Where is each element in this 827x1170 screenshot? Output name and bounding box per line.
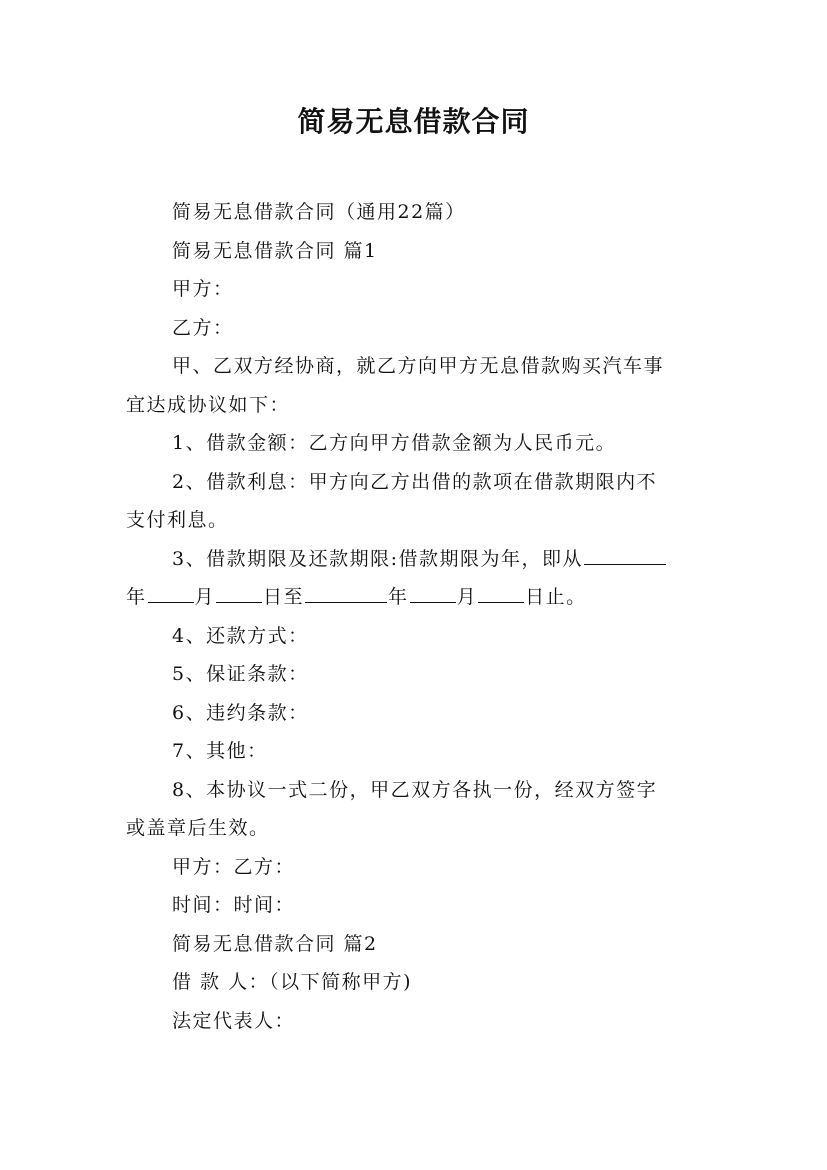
part1-heading: 简易无息借款合同 篇1 bbox=[172, 239, 378, 262]
item-2-line-2: 支付利息。 bbox=[126, 509, 229, 531]
subtitle: 简易无息借款合同（通用22篇） bbox=[172, 201, 466, 223]
blank-start-day bbox=[216, 578, 262, 603]
borrower-label: 借 款 人：（以下简称甲方) bbox=[172, 971, 412, 993]
item-8 bbox=[126, 771, 706, 848]
item-6: 6、违约条款： bbox=[172, 701, 309, 724]
signature-time: 时间：时间： bbox=[172, 894, 296, 916]
item-7: 7、其他： bbox=[172, 740, 268, 762]
blank-end-year bbox=[305, 578, 387, 603]
month-label-2: 月 bbox=[456, 586, 478, 608]
item-1: 1、借款金额：乙方向甲方借款金额为人民币元。 bbox=[172, 432, 617, 454]
year-label-2: 年 bbox=[388, 586, 409, 608]
year-label-1: 年 bbox=[126, 586, 147, 608]
day-to-label: 日至 bbox=[263, 586, 305, 608]
item-3-line-1 bbox=[126, 540, 706, 579]
blank-end-day bbox=[478, 578, 524, 603]
party-b-label: 乙方： bbox=[172, 316, 234, 339]
intro-line-2: 宜达成协议如下： bbox=[126, 393, 291, 416]
blank-end-month bbox=[410, 578, 456, 603]
legal-representative-label: 法定代表人： bbox=[172, 1009, 296, 1032]
party-a-label: 甲方： bbox=[172, 278, 234, 300]
item-8-line-2: 或盖章后生效。 bbox=[126, 817, 270, 839]
item-3-line-2 bbox=[80, 578, 706, 617]
blank-start-month bbox=[148, 578, 194, 603]
item-8-line-1: 8、本协议一式二份，甲乙双方各执一份，经双方签字 bbox=[172, 778, 658, 801]
part2-heading: 简易无息借款合同 篇2 bbox=[172, 932, 378, 955]
document-body bbox=[126, 193, 706, 1040]
item-3-prefix: 3、借款期限及还款期限:借款期限为年，即从 bbox=[172, 547, 583, 570]
document-title: 简易无息借款合同 bbox=[297, 105, 530, 138]
item-2-line-1: 2、借款利息：甲方向乙方出借的款项在借款期限内不 bbox=[172, 470, 658, 493]
item-4: 4、还款方式： bbox=[172, 624, 309, 647]
intro-paragraph bbox=[126, 347, 706, 424]
blank-start-year bbox=[584, 540, 666, 565]
item-2 bbox=[126, 463, 706, 540]
intro-line-1: 甲、乙双方经协商，就乙方向甲方无息借款购买汽车事 bbox=[172, 355, 665, 377]
day-end-label: 日止。 bbox=[525, 586, 587, 608]
item-5: 5、保证条款： bbox=[172, 663, 309, 685]
item-3 bbox=[126, 540, 706, 617]
month-label-1: 月 bbox=[194, 586, 216, 608]
signature-parties: 甲方：乙方： bbox=[172, 855, 296, 878]
